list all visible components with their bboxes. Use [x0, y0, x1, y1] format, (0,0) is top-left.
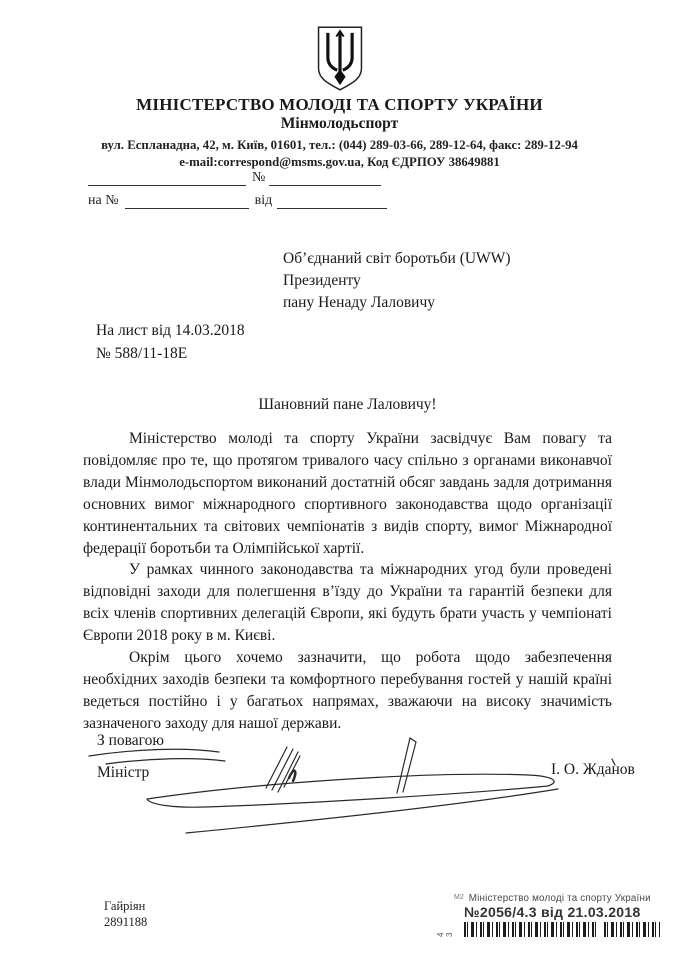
incoming-reference-row: [88, 193, 387, 209]
reply-reference-number: № 588/11-18Е: [96, 344, 188, 362]
incoming-number-blank: [125, 194, 249, 209]
trident-icon: [312, 24, 368, 94]
vid-label: від: [254, 193, 273, 208]
stamp-corner-mark: М2: [454, 894, 464, 901]
ukraine-trident-emblem: [312, 24, 368, 99]
recipient-person: пану Ненаду Лаловичу: [283, 294, 436, 311]
reply-reference-block: [96, 320, 245, 365]
ministry-name: МІНІСТЕРСТВО МОЛОДІ ТА СПОРТУ УКРАЇНИ: [136, 95, 543, 114]
paragraph-2: У рамках чинного законодавства та міжнародних угод були проведені відповідні заходи для полегшення в’їзду до України та гарантій безпеки для всіх членів спортивних делегацій Європи, які будуть брати участь у чемпіонаті Європи 2018 року в м. Києві.: [83, 561, 612, 645]
ministry-short-name: Мінмолодьспорт: [280, 115, 399, 132]
incoming-date-blank: [277, 194, 387, 209]
barcode-segment-1: [464, 922, 596, 937]
letter-body: [83, 428, 612, 735]
outgoing-number-blank: [269, 171, 381, 186]
stamp-registration-number: №2056/4.3 від 21.03.2018: [464, 904, 641, 920]
reply-reference-date: На лист від 14.03.2018: [96, 322, 245, 339]
stamp-side-number: 4 3: [436, 929, 454, 937]
stamp-organization: Міністерство молоді та спорту України: [468, 893, 651, 904]
registration-stamp: [438, 893, 674, 937]
paragraph-3: Окрім цього хочемо зазначити, що робота щодо забезпечення необхідних заходів безпеки та комфортного перебування гостей у нашій країні ведеться постійно і у багатьох напрямах, зважаючи на високу значимість зазначеного заходу для нашої держави.: [83, 649, 612, 732]
na-number-label: на №: [88, 193, 119, 208]
signer-name: І. О. Жданов: [551, 761, 635, 778]
executor-phone: 2891188: [104, 915, 148, 929]
number-label: №: [252, 170, 266, 185]
outgoing-date-blank: [88, 171, 246, 186]
barcode: [464, 922, 674, 937]
barcode-segment-2: [604, 922, 660, 937]
ministry-address: вул. Еспланадна, 42, м. Київ, 01601, тел.: (044) 289-03-66, 289-12-64, факс: 289-12-94: [101, 138, 578, 152]
outgoing-reference-row: [88, 170, 381, 186]
executor-block: [104, 898, 147, 930]
ministry-email: e-mail:correspond@msms.gov.ua, Код ЄДРПОУ 38649881: [179, 155, 500, 169]
signer-title: Міністр: [97, 764, 150, 781]
recipient-organization: Об’єднаний світ боротьби (UWW): [283, 250, 511, 267]
recipient-block: [283, 248, 510, 314]
recipient-position: Президенту: [283, 272, 361, 289]
salutation: Шановний пане Лаловичу!: [258, 396, 437, 413]
executor-name: Гайріян: [104, 899, 146, 913]
paragraph-1: Міністерство молоді та спорту України засвідчує Вам повагу та повідомляє про те, що протягом тривалого часу спільно з органами виконавчої влади Мінмолодьспортом виконаний достатній обсяг завдань задля дотримання основних вимог міжнародного спортивного законодавства щодо організації континентальних та світових чемпіонатів з видів спорту, вимог Міжнародної федерації боротьби та Олімпійської хартії.: [83, 430, 612, 557]
valediction: З повагою: [97, 732, 164, 749]
